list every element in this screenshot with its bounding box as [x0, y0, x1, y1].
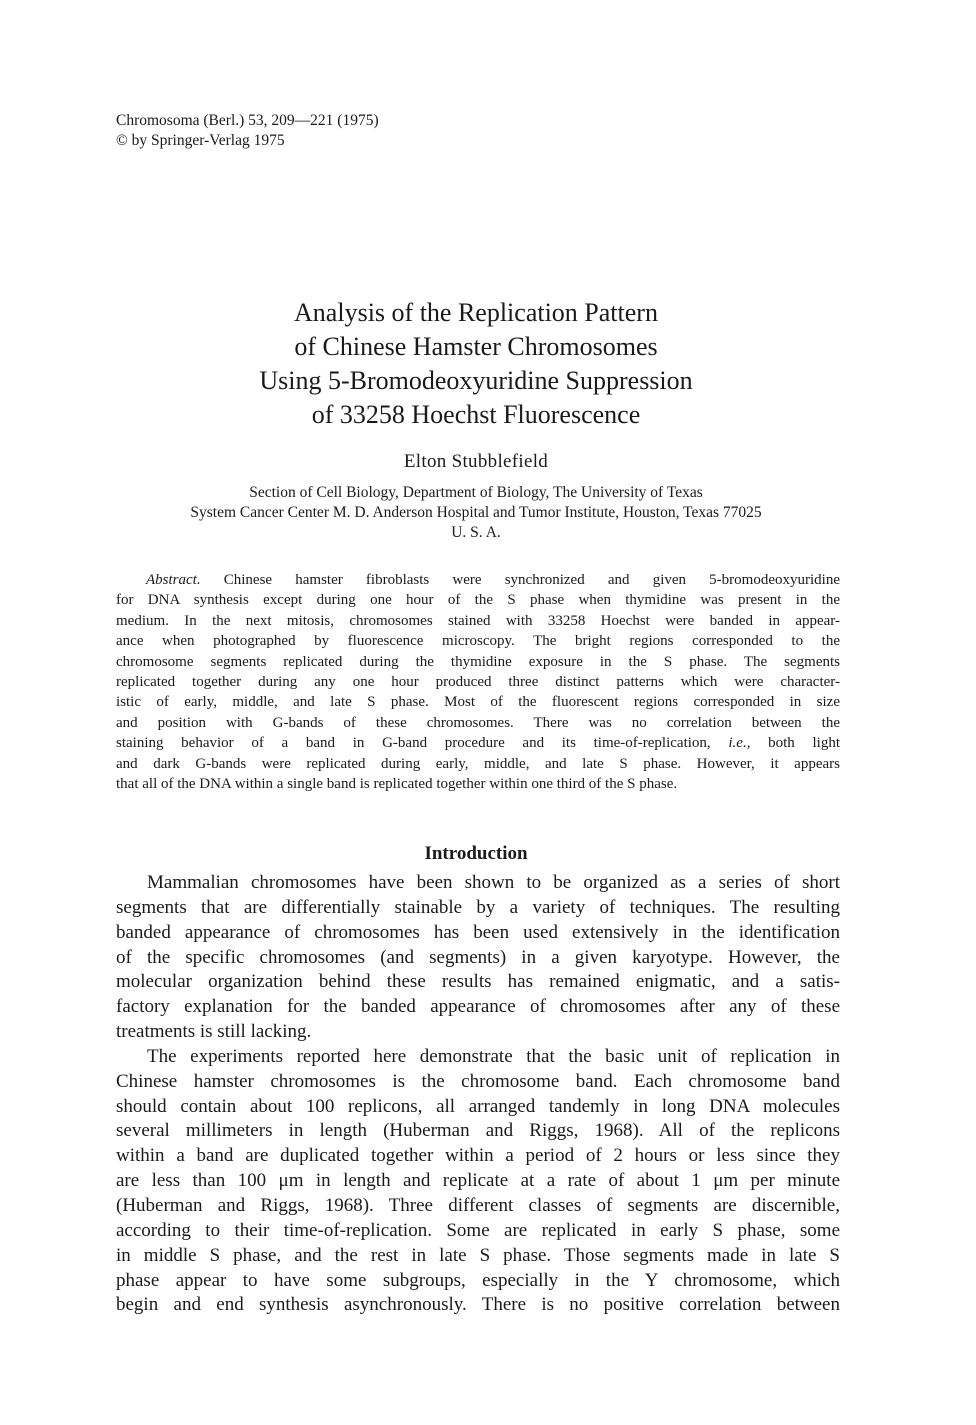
affiliation-line: Section of Cell Biology, Department of Biology, The University of Texas	[249, 484, 703, 501]
abstract-line: and dark G-bands were replicated during early, middle, and late S phase. However, it appears	[116, 755, 840, 772]
abstract-line: replicated together during any one hour produced three distinct patterns which were character-	[116, 673, 840, 690]
abstract-label: Abstract.	[146, 572, 201, 588]
title-line: Analysis of the Replication Pattern	[294, 298, 658, 327]
abstract-line: chromosome segments replicated during the thymidine exposure in the S phase. The segments	[116, 653, 840, 670]
body-line: begin and end synthesis asynchronously. There is no positive correlation between	[116, 1294, 840, 1316]
title-line: Using 5-Bromodeoxyuridine Suppression	[259, 366, 693, 395]
body-line: several millimeters in length (Huberman and Riggs, 1968). All of the replicons	[116, 1120, 840, 1142]
title-line: of Chinese Hamster Chromosomes	[294, 332, 658, 361]
body-line: phase appear to have some subgroups, especially in the Y chromosome, which	[116, 1269, 840, 1291]
body-line: (Huberman and Riggs, 1968). Three different classes of segments are discernible,	[116, 1194, 840, 1216]
abstract-text: Chinese hamster fibroblasts were synchronized and given 5-bromodeoxyuridine	[200, 572, 840, 588]
title-line: of 33258 Hoechst Fluorescence	[311, 400, 641, 429]
body-line: are less than 100 μm in length and replicate at a rate of about 1 μm per minute	[116, 1170, 840, 1192]
abstract-line: medium. In the next mitosis, chromosomes stained with 33258 Hoechst were banded in appear-	[116, 612, 840, 629]
body-line: segments that are differentially stainable by a variety of techniques. The resulting	[116, 896, 840, 918]
affiliation-line: System Cancer Center M. D. Anderson Hospital and Tumor Institute, Houston, Texas 77025	[190, 504, 762, 521]
journal-citation: Chromosoma (Berl.) 53, 209—221 (1975)	[116, 112, 379, 129]
abstract-line: for DNA synthesis except during one hour of the S phase when thymidine was present in the	[116, 592, 840, 609]
body-line: molecular organization behind these results has remained enigmatic, and a satis-	[116, 971, 840, 993]
author-affiliation	[0, 483, 952, 543]
body-line: in middle S phase, and the rest in late S phase. Those segments made in late S	[116, 1244, 840, 1266]
section-heading-introduction: Introduction	[424, 843, 528, 864]
abstract-text: both light	[750, 735, 841, 752]
introduction-body	[116, 871, 840, 1318]
abstract-ie: i.e.,	[728, 735, 751, 752]
body-line: treatments is still lacking.	[116, 1021, 312, 1043]
body-line: The experiments reported here demonstrate that the basic unit of replication in	[147, 1045, 840, 1067]
abstract-text: staining behavior of a band in G-band procedure and its time-of-replication,	[116, 735, 711, 752]
body-line: according to their time-of-replication. Some are replicated in early S phase, some	[116, 1219, 840, 1241]
body-line: should contain about 100 replicons, all arranged tandemly in long DNA molecules	[116, 1095, 840, 1117]
journal-copyright: © by Springer-Verlag 1975	[116, 132, 285, 149]
abstract	[116, 570, 840, 794]
body-line: Chinese hamster chromosomes is the chromosome band. Each chromosome band	[116, 1070, 840, 1092]
affiliation-line: U. S. A.	[451, 524, 501, 541]
body-line: of the specific chromosomes (and segments) in a given karyotype. However, the	[116, 946, 840, 968]
body-line: Mammalian chromosomes have been shown to be organized as a series of short	[147, 872, 840, 893]
journal-header	[116, 111, 379, 151]
paper-title	[0, 296, 952, 432]
body-line: within a band are duplicated together within a period of 2 hours or less since they	[116, 1145, 840, 1167]
abstract-line	[116, 733, 840, 753]
abstract-line: that all of the DNA within a single band is replicated together within one third of the S phase.	[116, 775, 678, 792]
body-line: banded appearance of chromosomes has been used extensively in the identification	[116, 921, 840, 943]
abstract-line	[116, 570, 840, 590]
abstract-line: ance when photographed by fluorescence microscopy. The bright regions corresponded to the	[116, 633, 840, 650]
body-line: factory explanation for the banded appearance of chromosomes after any of these	[116, 996, 840, 1018]
abstract-line: and position with G-bands of these chromosomes. There was no correlation between the	[116, 714, 840, 731]
author-name: Elton Stubblefield	[403, 451, 549, 472]
abstract-line: istic of early, middle, and late S phase. Most of the fluorescent regions corresponded in size	[116, 694, 840, 711]
